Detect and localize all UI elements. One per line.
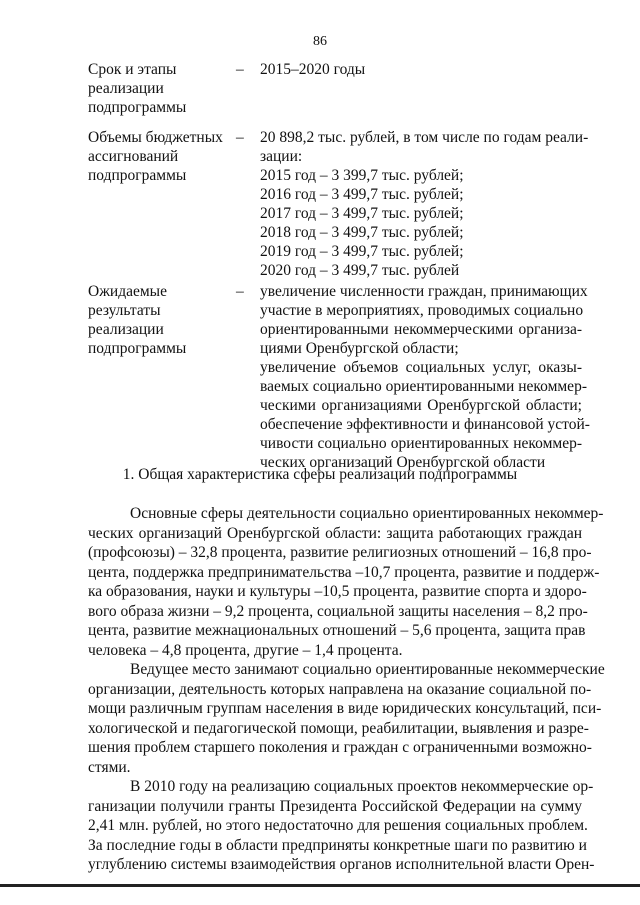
value-line: чивости социально ориентированных некоммер-	[260, 435, 582, 452]
text-line: ганизации получили гранты Президента Российской Федерации на сумму	[88, 797, 582, 815]
text-line: мощи различным группам населения в виде юридических консультаций, пси-	[88, 700, 602, 717]
paragraph-spheres	[88, 504, 604, 660]
value-line: 2020 год – 3 499,7 тыс. рублей	[260, 262, 460, 279]
label-line: подпрограммы	[88, 99, 187, 116]
value-line: 2018 год – 3 499,7 тыс. рублей;	[260, 224, 464, 241]
row-label	[88, 128, 228, 185]
value-line: ческими организациями Оренбургской области;	[260, 397, 582, 414]
row-value	[260, 128, 589, 280]
row-label	[88, 60, 228, 117]
row-dash: –	[236, 283, 244, 300]
value-line: циями Оренбургской области;	[260, 340, 459, 357]
paragraph-grants	[88, 777, 595, 875]
label-line: ассигнований	[88, 148, 179, 165]
value-line: 2017 год – 3 499,7 тыс. рублей;	[260, 205, 464, 222]
text-line: вого образа жизни – 9,2 процента, социальной защиты населения – 8,2 про-	[88, 602, 588, 620]
label-line: реализации	[88, 321, 164, 338]
value-line: обеспечение эффективности и финансовой устой-	[260, 416, 590, 433]
label-line: реализации	[88, 80, 164, 97]
text-line: ка образования, науки и культуры –10,5 процента, развитие спорта и здоро-	[88, 583, 587, 600]
text-line: Ведущее место занимают социально ориентированные некоммерческие	[130, 661, 605, 678]
row-dash: –	[236, 61, 244, 78]
text-line: (профсоюзы) – 32,8 процента, развитие религиозных отношений – 16,8 про-	[88, 544, 592, 561]
value-line: зации:	[260, 148, 303, 165]
section-title: 1. Общая характеристика сферы реализации подпрограммы	[122, 466, 518, 483]
value-line: 2015 год – 3 399,7 тыс. рублей;	[260, 167, 464, 184]
value-line: 2016 год – 3 499,7 тыс. рублей;	[260, 186, 464, 203]
label-line: Объемы бюджетных	[88, 129, 223, 146]
value-line: увеличение численности граждан, принимающих	[260, 283, 588, 300]
value-line: 20 898,2 тыс. рублей, в том числе по годам реали-	[260, 129, 589, 146]
label-line: подпрограммы	[88, 167, 187, 184]
value-line: ориентированными некоммерческими организа-	[260, 321, 582, 338]
value-line: 2019 год – 3 499,7 тыс. рублей;	[260, 243, 464, 260]
text-line: стями.	[88, 758, 131, 776]
text-line: ческих организаций Оренбургской области: защита работающих граждан	[88, 524, 582, 542]
bottom-border	[0, 884, 640, 887]
text-line: хологической и педагогической помощи, реабилитации, выявления и разре-	[88, 719, 589, 737]
value-line: увеличение объемов социальных услуг, оказы-	[260, 359, 582, 376]
label-line: Ожидаемые	[88, 283, 167, 300]
value-line: участие в мероприятиях, проводимых социально	[260, 302, 584, 319]
text-line: За последние годы в области предприняты конкретные шаги по развитию и	[88, 836, 587, 854]
text-line: шения проблем старшего поколения и граждан с ограниченными возможно-	[88, 739, 592, 756]
text-line: цента, развитие межнациональных отношений – 5,6 процента, защита прав	[88, 622, 586, 639]
row-value	[260, 282, 590, 472]
text-line: углублению системы взаимодействия органов исполнительной власти Орен-	[88, 856, 595, 873]
label-line: Срок и этапы	[88, 61, 177, 78]
text-line: Основные сферы деятельности социально ориентированных некоммер-	[130, 505, 604, 522]
label-line: результаты	[88, 302, 161, 319]
text-line: организации, деятельность которых направлена на оказание социальной по-	[88, 680, 592, 698]
value-line: 2015–2020 годы	[260, 61, 366, 78]
text-line: цента, поддержка предпринимательства –10,7 процента, развитие и поддерж-	[88, 563, 600, 581]
text-line: 2,41 млн. рублей, но этого недостаточно для решения социальных проблем.	[88, 817, 588, 834]
value-line: ческих организаций Оренбургской области	[260, 454, 546, 471]
page-number: 86	[313, 34, 327, 49]
row-dash: –	[236, 129, 244, 146]
label-line: подпрограммы	[88, 340, 187, 357]
text-line: В 2010 году на реализацию социальных проектов некоммерческие ор-	[130, 778, 594, 795]
paragraph-leading-role	[88, 660, 605, 777]
text-line: человека – 4,8 процента, другие – 1,4 процента.	[88, 641, 403, 659]
row-value	[260, 60, 582, 79]
row-label	[88, 282, 228, 358]
value-line: ваемых социально ориентированными некоммер-	[260, 378, 587, 395]
